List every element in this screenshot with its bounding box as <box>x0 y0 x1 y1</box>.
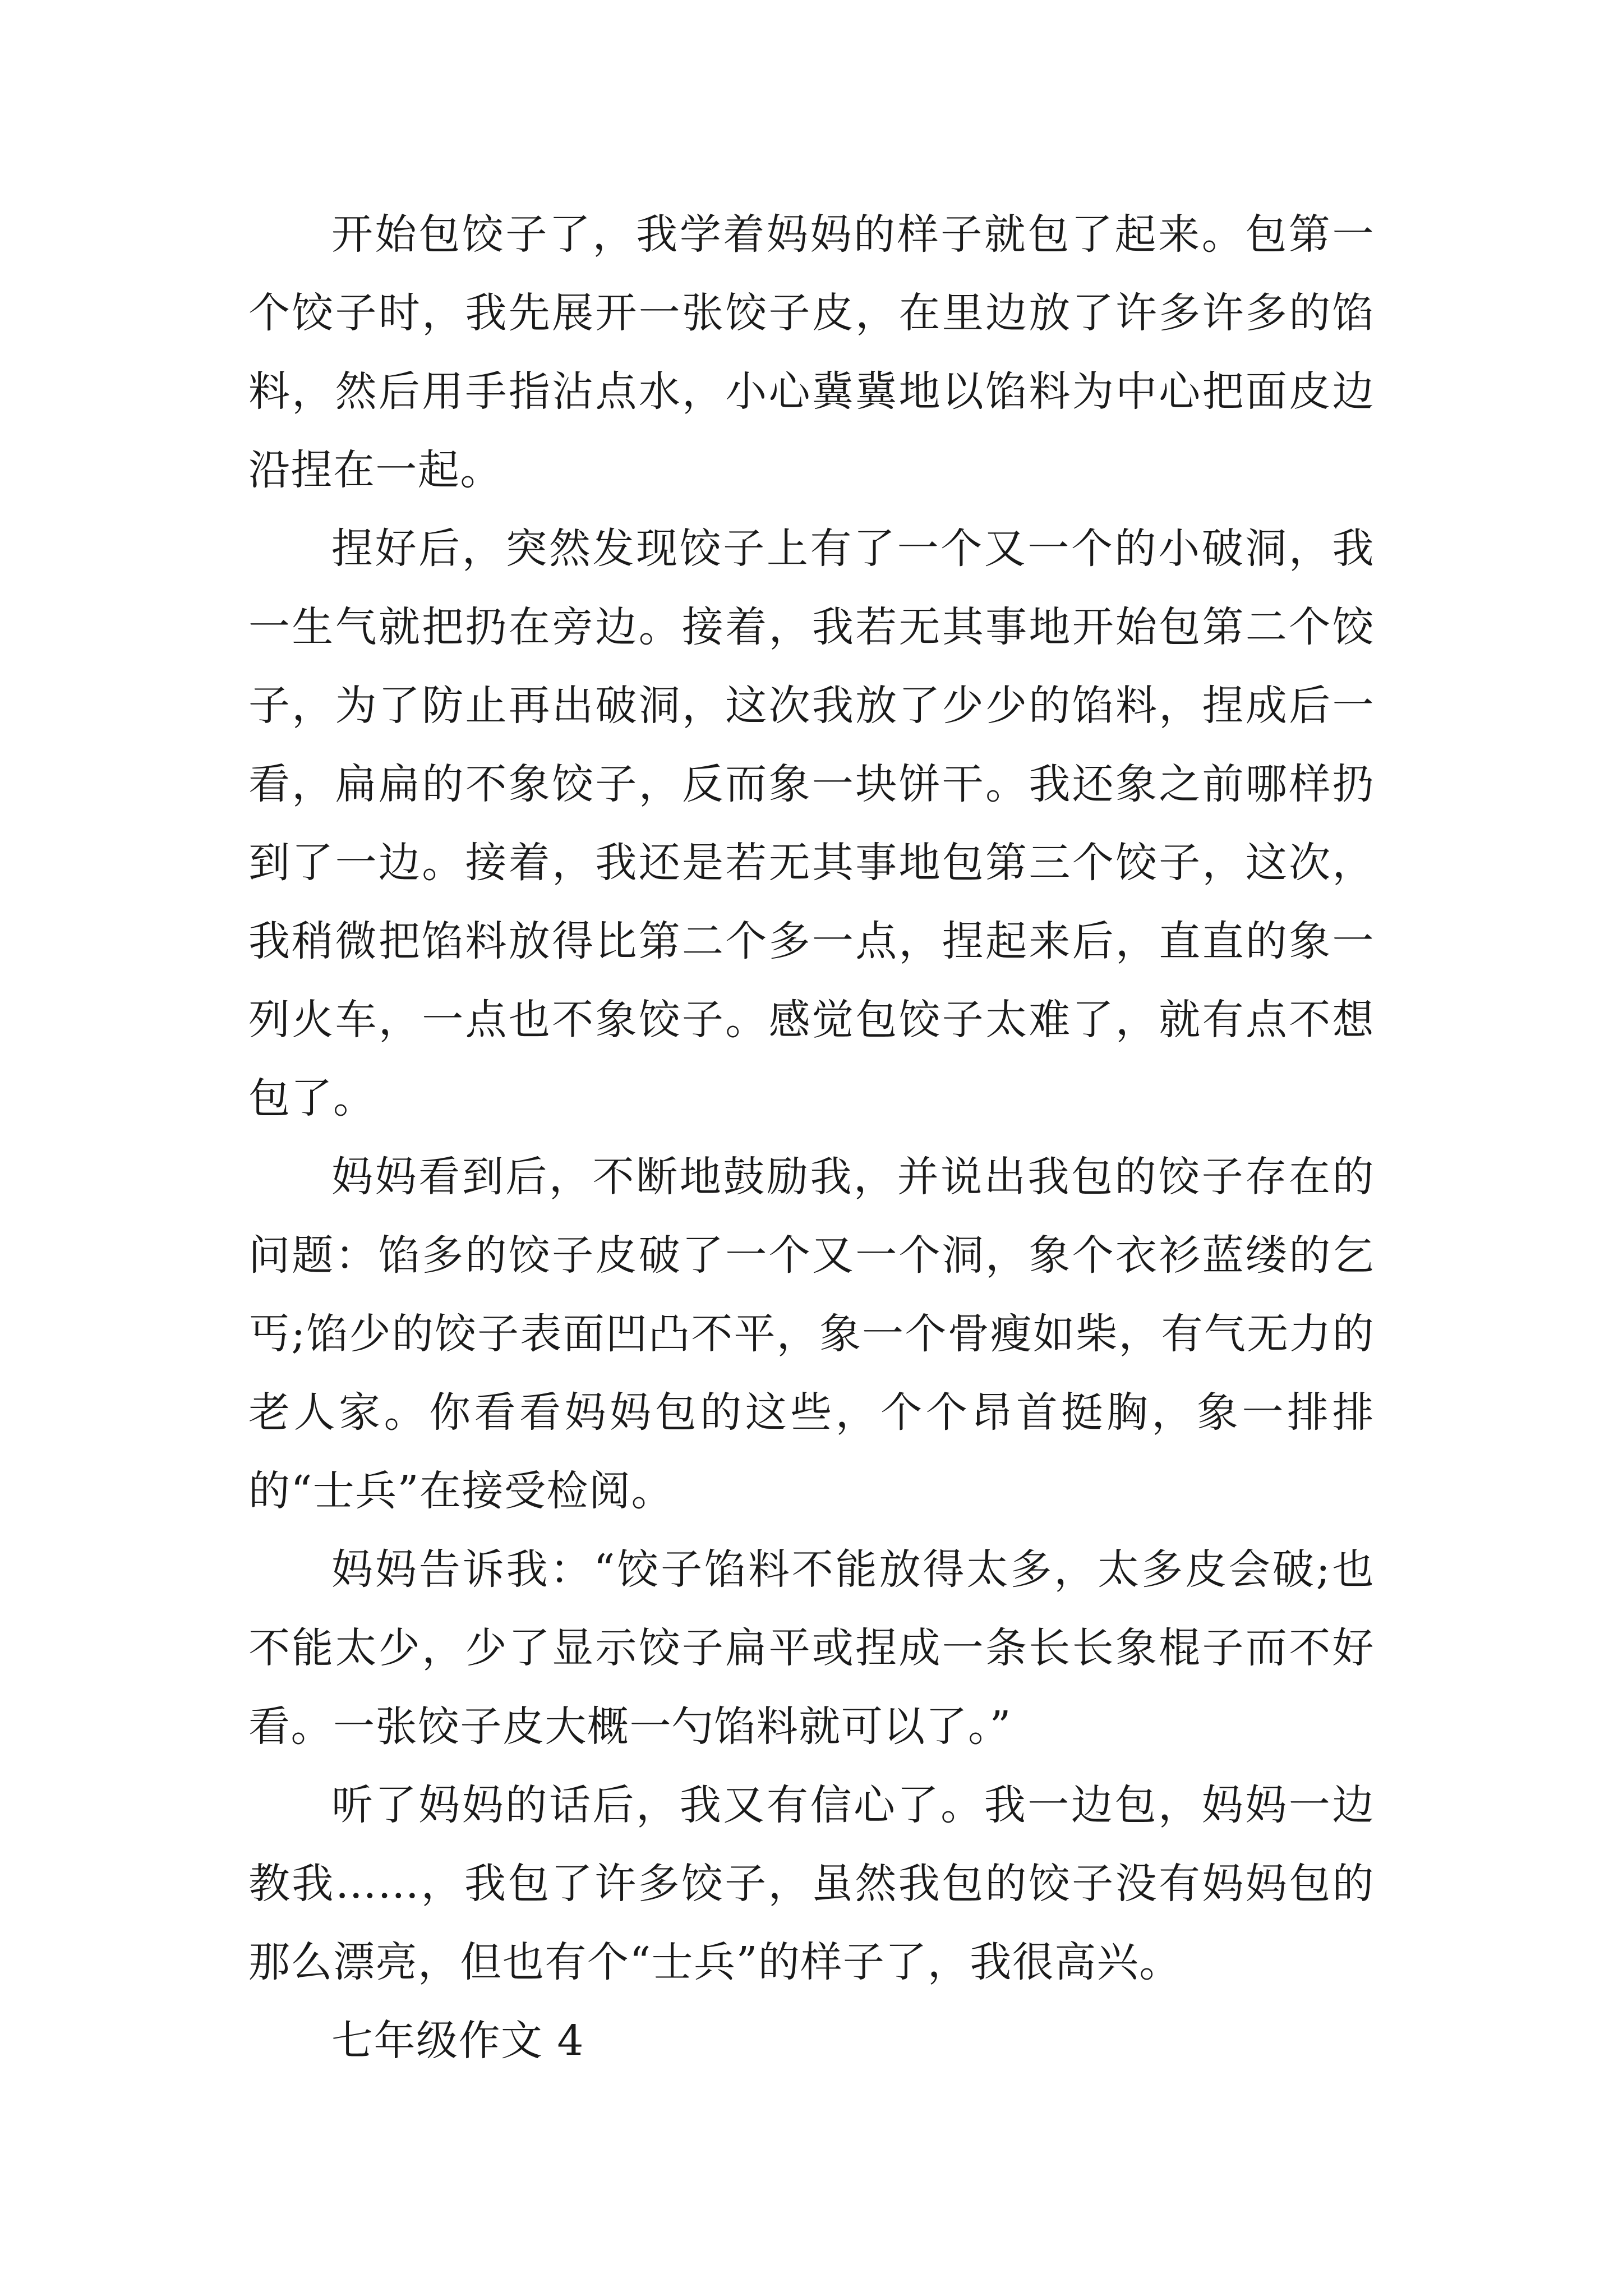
section-heading: 七年级作文 4 <box>331 2017 584 2065</box>
paragraph-2: 捏好后，突然发现饺子上有了一个又一个的小破洞，我一生气就把扔在旁边。接着，我若无其事地开始包第二个饺子，为了防止再出破洞，这次我放了少少的馅料，捏成后一看，扁扁的不象饺子，反而象一块饼干。我还象之前哪样扔到了一边。接着，我还是若无其事地包第三个饺子，这次，我稍微把馅料放得比第二个多一点，捏起来后，直直的象一列火车，一点也不象饺子。感觉包饺子太难了，就有点不想包了。 <box>248 524 1375 1122</box>
document-body <box>248 195 1375 2080</box>
paragraph-4: 妈妈告诉我：“饺子馅料不能放得太多，太多皮会破;也不能太少，少了显示饺子扁平或捏成一条长长象棍子而不好看。一张饺子皮大概一勺馅料就可以了。” <box>248 1545 1375 1751</box>
paragraph-5: 听了妈妈的话后，我又有信心了。我一边包，妈妈一边教我……，我包了许多饺子，虽然我包的饺子没有妈妈包的那么漂亮，但也有个“士兵”的样子了，我很高兴。 <box>248 1781 1375 1986</box>
paragraph-3: 妈妈看到后，不断地鼓励我，并说出我包的饺子存在的问题：馅多的饺子皮破了一个又一个洞，象个衣衫蓝缕的乞丐;馅少的饺子表面凹凸不平，象一个骨瘦如柴，有气无力的老人家。你看看妈妈包的这些，个个昂首挺胸，象一排排的“士兵”在接受检阅。 <box>248 1153 1375 1515</box>
paragraph-1: 开始包饺子了，我学着妈妈的样子就包了起来。包第一个饺子时，我先展开一张饺子皮，在里边放了许多许多的馅料，然后用手指沾点水，小心冀冀地以馅料为中心把面皮边沿捏在一起。 <box>248 210 1375 494</box>
